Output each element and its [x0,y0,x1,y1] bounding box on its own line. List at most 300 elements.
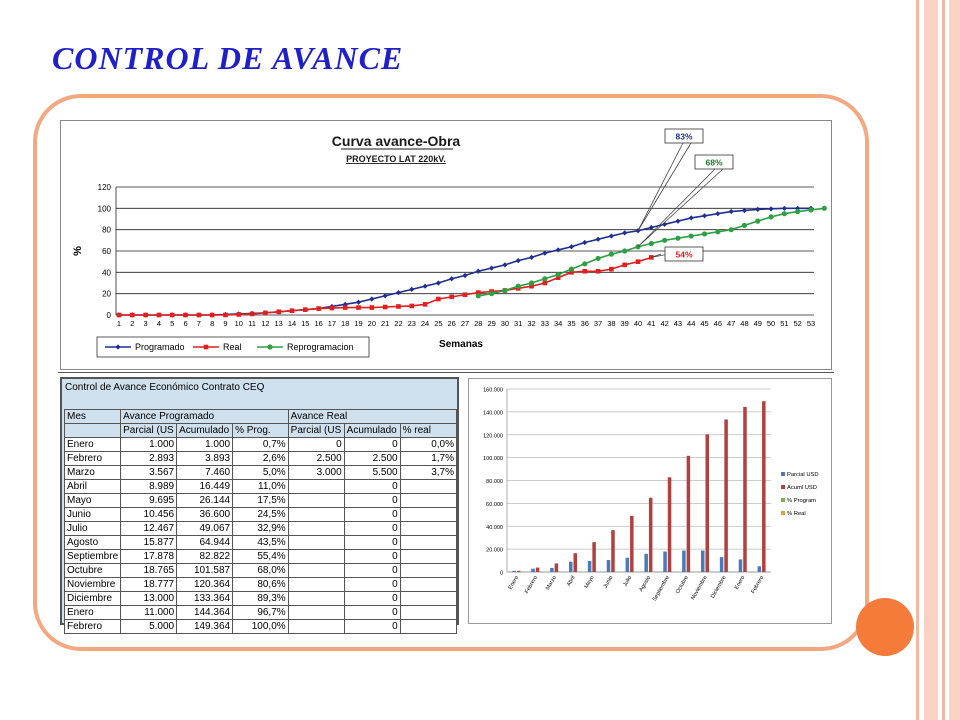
y-tick-label: 40 [102,268,111,278]
table-row [65,494,457,508]
table-cell: 100,0% [233,620,289,634]
data-point [197,313,202,318]
bar-acumulado [762,401,766,572]
bar-parcial [701,551,705,572]
x-tick-label: 17 [327,319,337,328]
line-chart [61,121,831,369]
table-cell: 7.460 [177,466,233,480]
bar-acumulado [743,407,747,572]
header-cell: Mes [65,410,121,424]
table-cell: 11,0% [233,480,289,494]
bar-acumulado [536,568,540,572]
data-point [729,227,734,232]
legend-label: Real [223,342,242,352]
header-cell: Parcial (US [288,424,344,438]
x-tick-label: 14 [287,319,297,328]
x-tick-label: 31 [514,319,523,328]
table-cell: 18.765 [121,564,177,578]
y-tick-label: 140.000 [483,410,503,417]
bar-chart-panel [468,378,832,624]
table-cell [400,480,456,494]
x-tick-label: 4 [156,319,162,328]
x-tick-label: Noviembre [690,575,709,602]
legend-marker [267,344,272,349]
data-point [236,312,241,317]
data-point [675,236,680,241]
legend-label: Reprogramacion [287,342,354,352]
table-cell: 0 [344,536,400,550]
x-tick-label: Diciembre [710,575,728,600]
table-cell: Octubre [65,564,121,578]
bar-acumulado [630,516,634,572]
x-tick-label: 41 [647,319,656,328]
y-tick-label: 120.000 [483,433,503,440]
table-cell: Diciembre [65,592,121,606]
bar-parcial [550,568,554,572]
table-cell [400,620,456,634]
table-cell [288,522,344,536]
data-point [543,281,548,286]
bar-acumulado [668,477,672,572]
table-row [65,550,457,564]
x-tick-label: 52 [793,319,802,328]
y-tick-label: 80.000 [486,479,503,485]
y-tick-label: 60 [102,247,111,256]
header-cell: Acumulado [344,424,400,438]
x-tick-label: Junio [602,575,615,590]
x-tick-label: Marzo [545,575,558,592]
table-cell: 1.000 [177,438,233,452]
table-row [65,620,457,634]
data-point [303,307,308,312]
data-point [808,207,813,212]
table-cell: 5.000 [121,620,177,634]
legend-marker [204,345,209,350]
x-tick-label: 36 [580,319,589,328]
y-tick-label: 20.000 [486,547,503,554]
x-tick-label: 39 [620,319,629,328]
table-cell: 1,7% [400,452,456,466]
data-point [689,233,694,238]
y-tick-label: 160.000 [483,387,503,394]
table-cell: 0 [344,620,400,634]
header-cell: Parcial (US [121,424,177,438]
data-point [822,206,827,211]
callout-label: 83% [675,131,693,142]
data-point [649,241,654,246]
table-cell: 3.893 [177,452,233,466]
table-cell: Noviembre [65,578,121,592]
legend-swatch [781,472,785,476]
x-tick-label: 24 [420,319,430,328]
data-point [476,293,481,298]
data-point [276,310,281,315]
data-point [502,288,507,293]
avance-table-panel [60,377,459,632]
table-cell: 89,3% [233,592,289,606]
x-tick-label: Julio [622,575,634,588]
table-cell [288,536,344,550]
data-point [290,308,295,313]
bar-parcial [720,557,724,572]
slide-title: CONTROL DE AVANCE [52,40,404,76]
data-point [423,302,428,307]
x-tick-label: Agosto [638,575,653,593]
table-cell: 11.000 [121,606,177,620]
table-cell: 2.893 [121,452,177,466]
data-point [489,291,494,296]
table-cell [288,550,344,564]
data-point [662,238,667,243]
table-cell: Junio [65,508,121,522]
x-tick-label: 25 [434,319,443,328]
x-tick-label: 20 [367,319,377,328]
table-cell: 133.364 [177,592,233,606]
x-tick-label: 16 [314,319,323,328]
table-cell [288,592,344,606]
table-cell: 5,0% [233,466,289,480]
table-cell: Julio [65,522,121,536]
bar-parcial [588,561,592,572]
table-cell: 0 [344,522,400,536]
header-cell: Acumulado [177,424,233,438]
table-row [65,564,457,578]
table-cell: 0 [344,550,400,564]
bar-parcial [644,554,648,572]
decorative-stripes [916,0,960,720]
bar-parcial [569,562,573,572]
x-tick-label: 13 [274,319,283,328]
data-point [516,284,521,289]
bar-acumulado [724,419,728,572]
x-tick-label: 8 [210,319,215,328]
callout-label: 54% [675,249,693,260]
y-tick-label: 100 [97,204,111,214]
table-cell: 2.500 [344,452,400,466]
table-cell: 17.878 [121,550,177,564]
table-cell: Febrero [65,452,121,466]
x-tick-label: 26 [447,319,456,328]
table-cell: Enero [65,438,121,452]
table-cell: 149.364 [177,620,233,634]
x-tick-label: Octubre [674,575,690,595]
table-row [65,508,457,522]
data-point [556,272,561,277]
data-point [529,280,534,285]
data-point [596,269,601,274]
table-cell: 2.500 [288,452,344,466]
data-point [383,305,388,310]
x-tick-label: 2 [130,319,135,328]
data-point [702,231,707,236]
table-cell: 144.364 [177,606,233,620]
table-row [65,592,457,606]
y-tick-label: 0 [106,311,111,320]
y-tick-label: 0 [499,570,503,577]
avance-table [64,409,457,634]
table-cell: Abril [65,480,121,494]
line-chart-subtitle: PROYECTO LAT 220kV. [346,154,446,164]
data-point [436,297,441,302]
x-tick-label: 42 [660,319,669,328]
table-cell [400,550,456,564]
y-tick-label: 80 [102,225,111,235]
header-cell: Avance Real [288,410,456,424]
bar-parcial [512,571,516,572]
table-cell: 0,0% [400,438,456,452]
x-tick-label: 45 [700,319,709,328]
table-cell [288,508,344,522]
callout-label: 68% [705,157,723,168]
x-tick-label: 5 [170,319,175,328]
data-point [223,313,228,318]
table-cell: 2,6% [233,452,289,466]
line-chart-panel [60,120,832,370]
x-tick-label: Enero [733,575,747,591]
table-cell: Mayo [65,494,121,508]
line-chart-title: Curva avance-Obra [331,133,461,149]
table-cell: 3.567 [121,466,177,480]
bar-parcial [739,559,743,572]
table-cell [288,494,344,508]
bar-acumulado [649,498,653,572]
table-cell [288,606,344,620]
data-point [463,292,468,297]
table-cell: 0,7% [233,438,289,452]
data-point [130,313,135,318]
data-point [170,313,175,318]
x-tick-label: 22 [394,319,403,328]
x-tick-label: 1 [116,319,122,328]
x-tick-label: 35 [567,319,576,328]
table-cell: 17,5% [233,494,289,508]
y-axis-label: % [72,246,84,256]
table-cell: 13.000 [121,592,177,606]
x-tick-label: 7 [196,319,201,328]
x-tick-label: 21 [380,319,390,328]
separator [58,372,834,373]
table-cell: 0 [344,592,400,606]
data-point [755,219,760,224]
table-cell: 49.067 [177,522,233,536]
x-tick-label: 10 [234,319,243,328]
data-point [609,252,614,257]
table-row [65,438,457,452]
data-point [409,304,414,309]
legend-swatch [781,485,785,489]
bar-acumulado [611,530,615,572]
table-cell: 16.449 [177,480,233,494]
data-point [396,304,401,309]
table-cell: Febrero [65,620,121,634]
table-cell: Marzo [65,466,121,480]
data-point [316,306,321,311]
x-tick-label: 37 [593,319,603,328]
table-cell: 0 [344,564,400,578]
table-cell: 5.500 [344,466,400,480]
table-cell [288,480,344,494]
legend-label: % Program [787,498,816,504]
x-tick-label: 48 [740,319,749,328]
x-tick-label: 32 [527,319,536,328]
table-cell [400,564,456,578]
data-point [157,313,162,318]
table-cell [400,592,456,606]
table-cell [400,578,456,592]
table-cell: 32,9% [233,522,289,536]
legend-swatch [781,498,785,502]
header-cell: % Prog. [233,424,289,438]
table-cell [288,620,344,634]
decorative-dot [856,598,914,656]
legend-label: Parcial USD [787,472,819,478]
header-cell [65,424,121,438]
bar-acumulado [555,563,559,572]
x-tick-label: 3 [143,319,148,328]
data-point [595,256,600,261]
x-tick-label: 19 [354,319,363,328]
data-point [143,313,148,318]
legend-label: Acuml USD [787,485,817,491]
table-cell: Agosto [65,536,121,550]
table-row [65,452,457,466]
x-tick-label: 49 [753,319,762,328]
table-cell: 0 [344,508,400,522]
x-tick-label: Febrero [524,575,540,595]
bar-acumulado [517,571,521,572]
data-point [582,261,587,266]
y-tick-label: 120 [97,183,111,192]
table-cell: 10.456 [121,508,177,522]
x-tick-label: 34 [553,319,563,328]
table-cell: Enero [65,606,121,620]
table-cell [400,522,456,536]
data-point [609,267,614,272]
legend-swatch [781,511,785,515]
bar-acumulado [706,434,710,572]
bar-acumulado [592,542,596,572]
x-tick-label: 50 [766,319,776,328]
table-cell: 3,7% [400,466,456,480]
bar-acumulado [687,456,691,572]
table-cell: 0 [344,480,400,494]
data-point [569,267,574,272]
x-tick-label: 29 [487,319,496,328]
data-point [343,305,348,310]
table-cell [288,578,344,592]
data-point [582,269,587,274]
x-tick-label: 6 [183,319,188,328]
table-cell: 0 [288,438,344,452]
data-point [622,248,627,253]
data-point [715,229,720,234]
data-point [210,313,215,318]
table-row [65,466,457,480]
table-cell: 0 [344,578,400,592]
x-tick-label: 27 [460,319,470,328]
x-tick-label: 33 [540,319,550,328]
x-tick-label: Septiembre [651,575,672,603]
table-row [65,536,457,550]
x-tick-label: 47 [726,319,736,328]
table-cell: 15.877 [121,536,177,550]
legend-label: % Real [787,511,806,517]
table-cell: 1.000 [121,438,177,452]
header-cell: Avance Programado [121,410,289,424]
data-point [795,209,800,214]
x-tick-label: 53 [806,319,816,328]
table-cell: 64.944 [177,536,233,550]
table-cell: 80,6% [233,578,289,592]
data-point [636,259,641,264]
table-cell [288,564,344,578]
y-tick-label: 60.000 [486,501,503,508]
data-point [449,295,454,300]
header-cell: % real [400,424,456,438]
data-point [742,223,747,228]
table-row [65,578,457,592]
table-cell: 12.467 [121,522,177,536]
x-tick-label: 44 [687,319,696,328]
data-point [263,311,268,316]
table-cell: 101.587 [177,564,233,578]
bar-parcial [531,569,535,572]
data-point [782,211,787,216]
table-cell: 82.822 [177,550,233,564]
x-tick-label: 12 [261,319,270,328]
table-cell: 24,5% [233,508,289,522]
x-tick-label: 46 [713,319,723,328]
table-cell [400,536,456,550]
x-tick-label: Mayo [583,575,596,590]
table-cell: 36.600 [177,508,233,522]
table-cell: 68,0% [233,564,289,578]
legend-label: Programado [135,342,185,352]
bar-acumulado [574,553,578,572]
bar-parcial [626,558,630,572]
x-tick-label: Febrero [750,575,766,595]
table-cell: 3.000 [288,466,344,480]
y-tick-label: 20 [102,289,111,299]
table-cell: 26.144 [177,494,233,508]
x-tick-label: 38 [607,319,616,328]
table-row [65,522,457,536]
table-row [65,606,457,620]
bar-parcial [663,552,667,572]
x-tick-label: 15 [301,319,310,328]
x-tick-label: 9 [223,319,228,328]
bar-chart [469,379,831,623]
x-tick-label: 28 [474,319,483,328]
x-axis-label: Semanas [439,339,483,350]
table-cell: 9.695 [121,494,177,508]
data-point [768,214,773,219]
data-point [183,313,188,318]
table-title: Control de Avance Económico Contrato CEQ [65,382,265,393]
data-point [542,276,547,281]
table-cell: 0 [344,606,400,620]
data-point [356,305,361,310]
x-tick-label: 18 [341,319,350,328]
data-point [330,306,335,311]
table-cell: 18.777 [121,578,177,592]
data-point [117,313,122,318]
table-cell: 120.364 [177,578,233,592]
data-point [370,305,375,310]
y-tick-label: 40.000 [486,524,503,531]
y-tick-label: 100.000 [483,456,503,463]
table-cell: Septiembre [65,550,121,564]
